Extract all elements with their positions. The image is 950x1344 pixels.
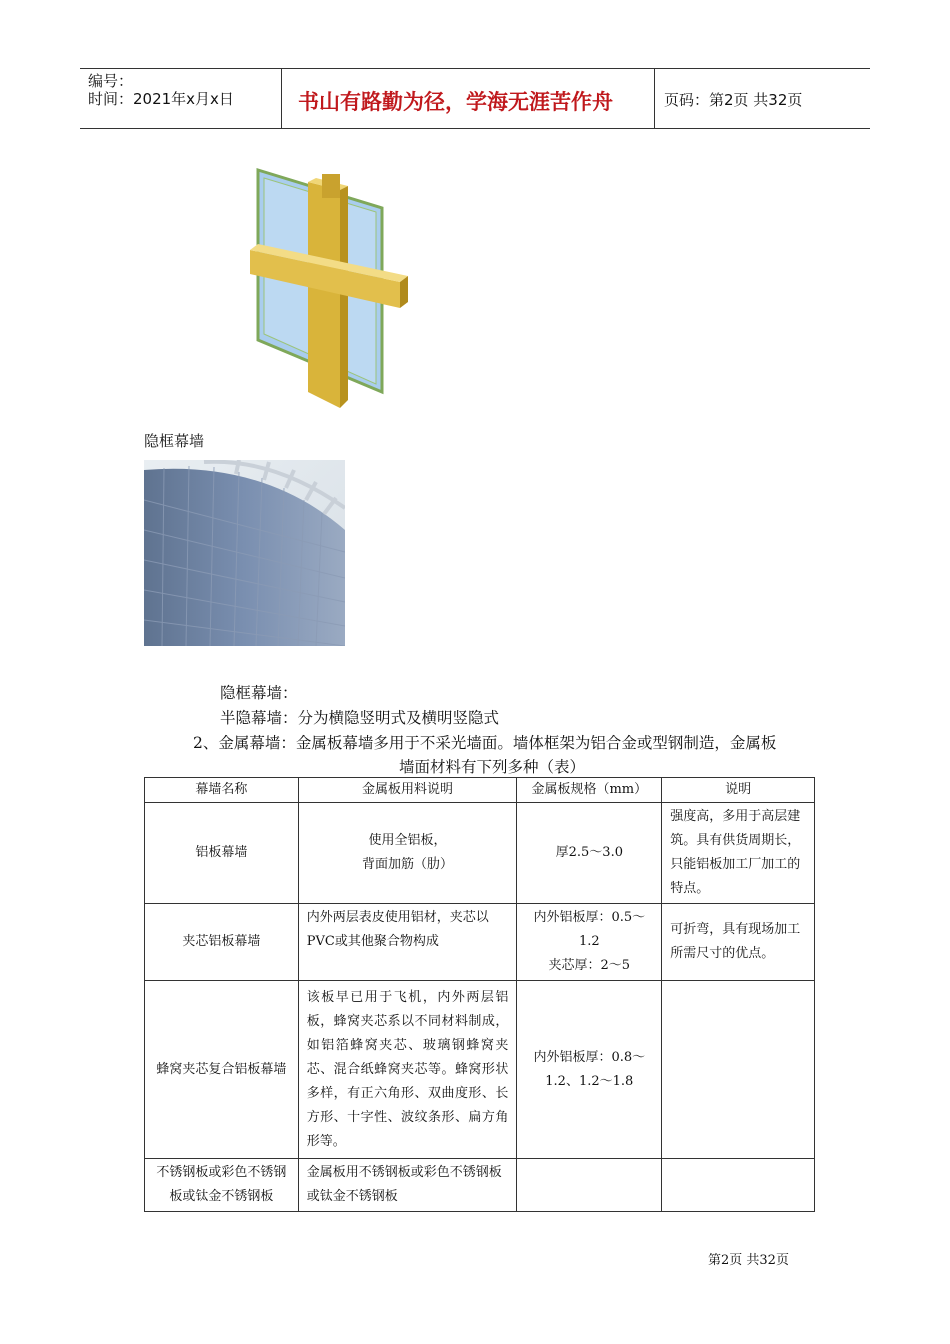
doc-time-label: 时间：2021年x月x日	[88, 90, 234, 108]
table-row	[145, 981, 815, 1159]
cell-name: 蜂窝夹芯复合铝板幕墙	[145, 981, 299, 1159]
table-row	[145, 904, 815, 981]
table-row	[145, 1159, 815, 1212]
cell-name: 铝板幕墙	[145, 803, 299, 904]
text-semi-hidden: 半隐幕墙：分为横隐竖明式及横明竖隐式	[220, 709, 500, 727]
text-hidden-frame: 隐框幕墙：	[220, 684, 298, 702]
header-cell-name: 幕墙名称	[145, 778, 299, 803]
header-motto: 书山有路勤为径，学海无涯苦作舟	[298, 90, 613, 114]
doc-number-label: 编号：	[88, 72, 134, 90]
header-top-rule	[80, 68, 870, 69]
header-cell-material: 金属板用料说明	[298, 778, 517, 803]
cell-spec: 内外铝板厚：0.5～1.2 夹芯厚：2～5	[517, 904, 662, 981]
cell-note	[662, 981, 815, 1159]
table-row	[145, 803, 815, 904]
cell-material: 该板早已用于飞机，内外两层铝板，蜂窝夹芯系以不同材料制成，如铝箔蜂窝夹芯、玻璃钢蜂窝夹芯、混合纸蜂窝夹芯等。蜂窝形状多样，有正六角形、双曲度形、长方形、十字性、波纹条形、扁方角形等。	[298, 981, 517, 1159]
cell-name: 夹芯铝板幕墙	[145, 904, 299, 981]
header-cell-note: 说明	[662, 778, 815, 803]
header-divider-2	[654, 68, 655, 128]
text-table-intro: 墙面材料有下列多种（表）	[399, 758, 586, 776]
cell-note: 强度高，多用于高层建筑。具有供货周期长，只能铝板加工厂加工的特点。	[662, 803, 815, 904]
metal-curtain-wall-table	[144, 777, 815, 1212]
cell-name: 不锈钢板或彩色不锈钢板或钛金不锈钢板	[145, 1159, 299, 1212]
frame-caption: 隐框幕墙	[144, 432, 205, 450]
cell-spec: 厚2.5～3.0	[517, 803, 662, 904]
hidden-frame-curtain-wall-photo	[144, 460, 345, 646]
text-metal-wall: 2、金属幕墙：金属板幕墙多用于不采光墙面。墙体框架为铝合金或型钢制造，金属板	[193, 734, 777, 752]
header-cell-spec: 金属板规格（mm）	[517, 778, 662, 803]
cell-spec	[517, 1159, 662, 1212]
cell-material: 内外两层表皮使用铝材，夹芯以PVC或其他聚合物构成	[298, 904, 517, 981]
header-page-label: 页码：第2页 共32页	[664, 91, 803, 109]
cell-note	[662, 1159, 815, 1212]
footer-page-number: 第2页 共32页	[708, 1253, 789, 1268]
cell-material: 使用全铝板， 背面加筋（肋）	[298, 803, 517, 904]
cell-material: 金属板用不锈钢板或彩色不锈钢板或钛金不锈钢板	[298, 1159, 517, 1212]
header-divider-1	[281, 68, 282, 128]
curtain-wall-frame-image	[250, 160, 410, 410]
cell-note: 可折弯，具有现场加工所需尺寸的优点。	[662, 904, 815, 981]
table-header-row	[145, 778, 815, 803]
cell-spec: 内外铝板厚：0.8～1.2、1.2～1.8	[517, 981, 662, 1159]
header-bottom-rule	[80, 128, 870, 129]
